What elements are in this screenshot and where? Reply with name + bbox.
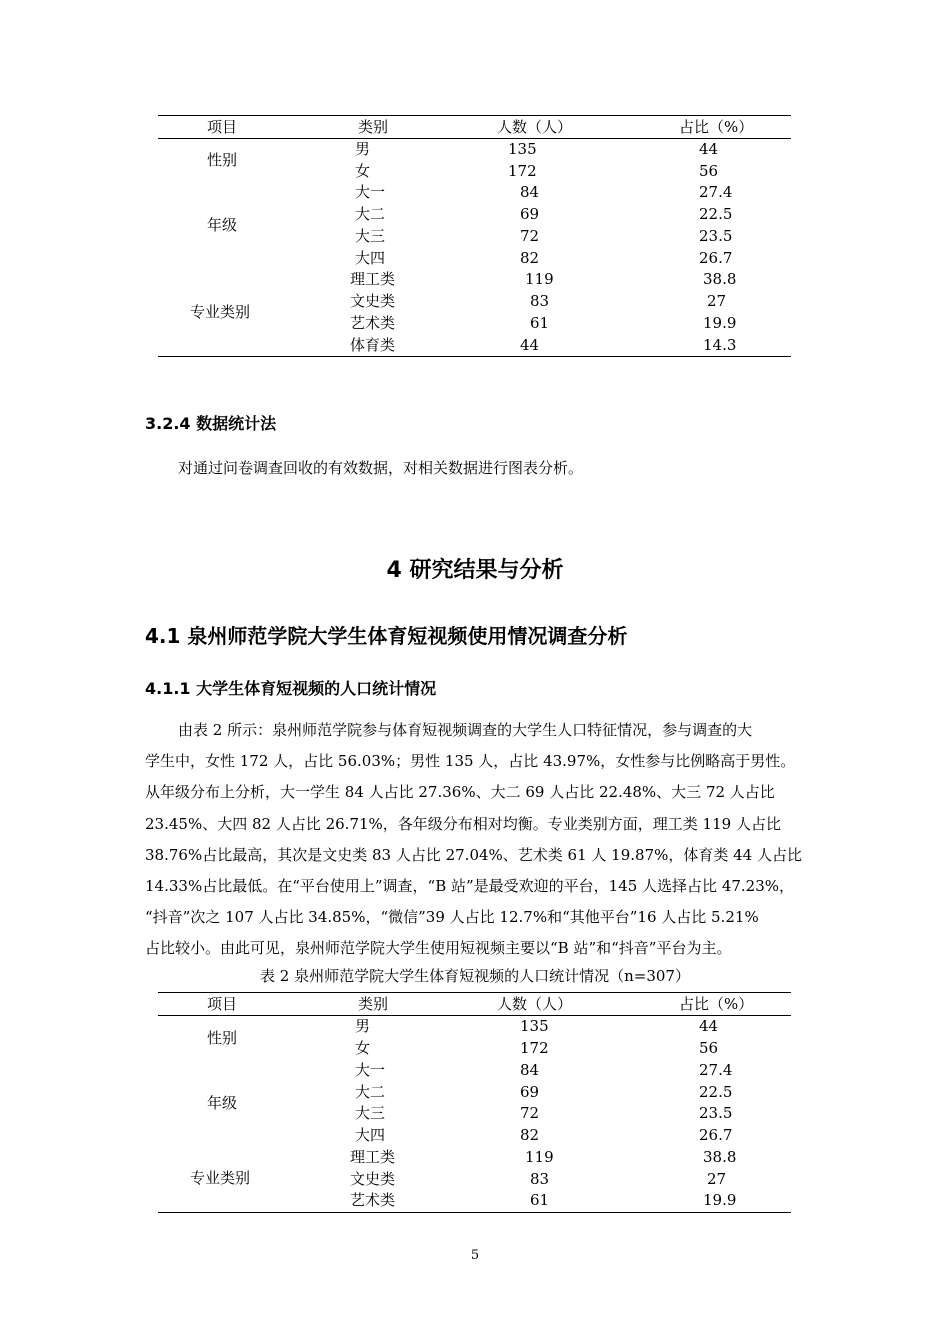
table-2-row-category: 艺术类 (350, 1191, 396, 1209)
table-top-rule-top (158, 115, 791, 116)
table-2-rule-top (158, 992, 791, 993)
table-2-rule-header (158, 1015, 791, 1016)
table-top-rule-bottom (158, 356, 791, 357)
table-2-row-category: 文史类 (350, 1170, 396, 1188)
table-top-group-gender: 性别 (207, 151, 238, 169)
page-number: 5 (470, 1248, 480, 1263)
paragraph-line: 23.45%、大四 82 人占比 26.71%，各年级分布相对均衡。专业类别方面，理工类 119 人占比 (145, 814, 781, 833)
table-2-row-category: 大三 (355, 1104, 386, 1122)
table-top-row-category: 大一 (355, 183, 386, 201)
table-top-row-percent: 22.5 (699, 205, 733, 223)
table-top-row-percent: 26.7 (699, 249, 733, 267)
chapter-4-heading: 4 研究结果与分析 (386, 558, 564, 583)
section-324-text: 对通过问卷调查回收的有效数据，对相关数据进行图表分析。 (178, 459, 584, 477)
table-2-header-count: 人数（人） (497, 995, 573, 1013)
paragraph-line: 从年级分布上分析，大一学生 84 人占比 27.36%、大二 69 人占比 22.48%、大三 72 人占比 (145, 783, 775, 802)
table-2-header-category: 类别 (358, 995, 389, 1013)
table-2-row-count: 83 (530, 1170, 550, 1188)
table-top-row-percent: 44 (699, 140, 719, 158)
table-2-row-count: 119 (525, 1148, 554, 1166)
table-top-row-category: 大二 (355, 205, 386, 223)
table-top-row-category: 女 (355, 162, 371, 180)
table-2-group-major: 专业类别 (190, 1169, 251, 1187)
table-2-row-count: 135 (520, 1017, 549, 1035)
table-top-row-category: 体育类 (350, 336, 396, 354)
table-2-row-count: 172 (520, 1039, 549, 1057)
table-2-header-percent: 占比（%） (679, 995, 754, 1013)
table-top-row-count: 83 (530, 292, 550, 310)
table-top-row-percent: 27.4 (699, 183, 733, 201)
paragraph-line: 由表 2 所示：泉州师范学院参与体育短视频调查的大学生人口特征情况，参与调查的大 (178, 721, 753, 739)
table-top-row-category: 文史类 (350, 292, 396, 310)
table-top-row-percent: 23.5 (699, 227, 733, 245)
table-top-row-count: 119 (525, 270, 554, 288)
table-top-row-percent: 56 (699, 162, 719, 180)
table-top-rule-header (158, 138, 791, 139)
paragraph-line: 学生中，女性 172 人，占比 56.03%；男性 135 人，占比 43.97%，女性参与比例略高于男性。 (145, 752, 796, 771)
table-2-row-percent: 19.9 (703, 1191, 737, 1209)
table-2-row-percent: 38.8 (703, 1148, 737, 1166)
table-top-row-count: 172 (508, 162, 537, 180)
table-2-row-count: 84 (520, 1061, 540, 1079)
table-top-header-category: 类别 (358, 118, 389, 136)
paragraph-line: “抖音”次之 107 人占比 34.85%，“微信”39 人占比 12.7%和“其他平台”16 人占比 5.21% (145, 908, 759, 927)
table-top-row-count: 135 (508, 140, 537, 158)
table-top-group-grade: 年级 (207, 216, 238, 234)
table-top-group-major: 专业类别 (190, 303, 251, 321)
table-2-caption: 表 2 泉州师范学院大学生体育短视频的人口统计情况（n=307） (260, 967, 690, 985)
table-2-row-percent: 23.5 (699, 1104, 733, 1122)
table-2-row-count: 82 (520, 1126, 540, 1144)
table-top-row-percent: 27 (707, 292, 727, 310)
table-2-row-category: 大二 (355, 1083, 386, 1101)
table-2-row-percent: 56 (699, 1039, 719, 1057)
table-top-row-category: 大四 (355, 249, 386, 267)
section-411-heading: 4.1.1 大学生体育短视频的人口统计情况 (145, 679, 437, 698)
table-2-group-grade: 年级 (207, 1094, 238, 1112)
table-top-row-category: 男 (355, 140, 371, 158)
table-top-header-percent: 占比（%） (679, 118, 754, 136)
section-411-paragraph (145, 715, 805, 965)
paragraph-line: 14.33%占比最低。在“平台使用上”调查，“B 站”是最受欢迎的平台，145 人选择占比 47.23%， (145, 877, 795, 896)
table-top-row-count: 84 (520, 183, 540, 201)
table-top-header-item: 项目 (207, 118, 238, 136)
table-top-row-category: 理工类 (350, 270, 396, 288)
table-2-row-category: 大四 (355, 1126, 386, 1144)
table-2-header-item: 项目 (207, 995, 238, 1013)
table-2-row-category: 女 (355, 1039, 371, 1057)
table-2-row-percent: 22.5 (699, 1083, 733, 1101)
section-324-heading: 3.2.4 数据统计法 (145, 414, 277, 433)
table-top-row-count: 72 (520, 227, 540, 245)
table-2-row-count: 61 (530, 1191, 550, 1209)
table-2-rule-bottom (158, 1212, 791, 1213)
section-41-heading: 4.1 泉州师范学院大学生体育短视频使用情况调查分析 (145, 624, 628, 648)
table-2-row-category: 男 (355, 1017, 371, 1035)
table-top-header-count: 人数（人） (497, 118, 573, 136)
table-2-row-count: 69 (520, 1083, 540, 1101)
table-2-row-count: 72 (520, 1104, 540, 1122)
table-top-row-percent: 14.3 (703, 336, 737, 354)
paragraph-line: 占比较小。由此可见，泉州师范学院大学生使用短视频主要以“B 站”和“抖音”平台为主。 (145, 939, 732, 958)
table-top-row-category: 艺术类 (350, 314, 396, 332)
table-top-row-count: 82 (520, 249, 540, 267)
table-top-row-count: 61 (530, 314, 550, 332)
table-top-row-percent: 38.8 (703, 270, 737, 288)
table-top-row-count: 44 (520, 336, 540, 354)
table-2-group-gender: 性别 (207, 1029, 238, 1047)
table-2-row-percent: 26.7 (699, 1126, 733, 1144)
table-top-row-count: 69 (520, 205, 540, 223)
table-top-row-percent: 19.9 (703, 314, 737, 332)
table-2-row-percent: 44 (699, 1017, 719, 1035)
table-top-row-category: 大三 (355, 227, 386, 245)
table-2-row-category: 大一 (355, 1061, 386, 1079)
paragraph-line: 38.76%占比最高，其次是文史类 83 人占比 27.04%、艺术类 61 人 19.87%，体育类 44 人占比 (145, 845, 802, 864)
table-2-row-category: 理工类 (350, 1148, 396, 1166)
table-2-row-percent: 27.4 (699, 1061, 733, 1079)
table-2-row-percent: 27 (707, 1170, 727, 1188)
